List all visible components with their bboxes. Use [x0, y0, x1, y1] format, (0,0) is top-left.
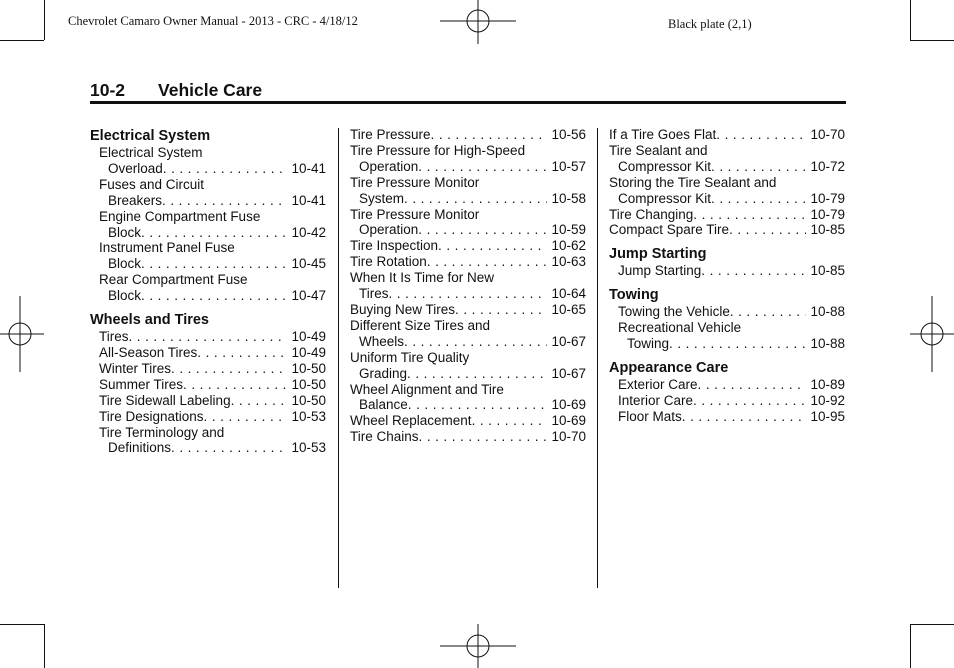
entry-title: Tire Rotation	[350, 254, 427, 270]
toc-entry[interactable]	[90, 361, 326, 377]
toc-entry[interactable]	[350, 350, 586, 382]
toc-entry[interactable]	[350, 238, 586, 254]
page-number: 10-49	[291, 329, 326, 345]
page-number: 10-41	[291, 192, 326, 208]
toc-entry[interactable]	[350, 302, 586, 318]
registration-mark-bottom	[440, 624, 516, 668]
entry-line	[350, 222, 586, 238]
page-number: 10-53	[291, 408, 326, 424]
entry-title: If a Tire Goes Flat	[609, 127, 717, 142]
entry-title: Tires	[99, 329, 129, 345]
entry-title-line: Uniform Tire Quality	[350, 349, 470, 365]
page-number: 10-50	[291, 392, 326, 408]
leader-dots	[682, 409, 807, 425]
entry-title-line: Tire Pressure Monitor	[350, 206, 480, 222]
entry-line	[90, 409, 326, 425]
toc-entry[interactable]	[350, 127, 586, 143]
entry-title: Tire Designations	[99, 408, 204, 424]
leader-dots	[701, 263, 806, 279]
entry-title: Compressor Kit	[618, 190, 712, 206]
leader-dots	[141, 225, 287, 241]
entry-line	[350, 159, 586, 175]
page-number: 10-63	[551, 254, 586, 270]
entry-title-line: Wheel Alignment and Tire	[350, 381, 504, 397]
leader-dots	[129, 329, 288, 345]
section-title: Vehicle Care	[158, 80, 263, 100]
entry-title-line: Tire Sealant and	[609, 142, 708, 158]
page-number: 10-59	[551, 222, 586, 238]
entry-line	[90, 225, 326, 241]
page-number: 10-49	[291, 344, 326, 360]
leader-dots	[729, 222, 806, 238]
entry-title: Towing	[627, 336, 670, 352]
entry-title: Block	[108, 224, 142, 240]
page-number: 10-70	[551, 429, 586, 445]
entry-title: Tire Changing	[609, 206, 694, 222]
toc-entry[interactable]	[609, 393, 845, 409]
page-number: 10-85	[810, 222, 845, 238]
category-heading: Jump Starting	[609, 246, 707, 263]
entry-title: Breakers	[108, 192, 163, 208]
leader-dots	[711, 159, 806, 175]
toc-entry[interactable]	[90, 377, 326, 393]
toc-entry[interactable]	[609, 222, 845, 238]
leader-dots	[141, 288, 287, 304]
page-number: 10-79	[810, 206, 845, 222]
entry-title: Tire Chains	[350, 429, 419, 445]
page-number: 10-67	[551, 333, 586, 349]
entry-title: Operation	[359, 158, 419, 174]
leader-dots	[183, 377, 287, 393]
entry-title: Exterior Care	[618, 376, 698, 392]
page-number: 10-53	[291, 440, 326, 456]
entry-line	[609, 409, 845, 425]
leader-dots	[472, 413, 548, 429]
leader-dots	[693, 207, 806, 223]
leader-dots	[669, 336, 806, 352]
page-number: 10-56	[551, 127, 586, 142]
page-number: 10-92	[810, 392, 845, 408]
leader-dots	[698, 377, 807, 393]
entry-title: Compressor Kit	[618, 158, 712, 174]
category-heading: Towing	[609, 287, 659, 304]
leader-dots	[711, 191, 806, 207]
entry-title-line: When It Is Time for New	[350, 270, 495, 286]
toc-entry[interactable]	[350, 175, 586, 207]
page-number: 10-70	[810, 127, 845, 142]
leader-dots	[141, 256, 287, 272]
leader-dots	[407, 366, 547, 382]
leader-dots	[171, 440, 287, 456]
page-number: 10-64	[551, 286, 586, 302]
entry-line	[350, 334, 586, 350]
toc-entry[interactable]	[609, 320, 845, 352]
toc-entry[interactable]	[350, 382, 586, 414]
title-rule	[90, 101, 846, 104]
section-number: 10-2	[90, 80, 126, 100]
leader-dots	[427, 254, 548, 270]
toc-entry[interactable]	[350, 270, 586, 302]
page-title	[90, 80, 262, 101]
entry-line	[609, 222, 845, 238]
column-divider	[338, 128, 339, 588]
page-number: 10-67	[551, 365, 586, 381]
entry-line	[350, 254, 586, 270]
toc-entry[interactable]	[609, 377, 845, 393]
entry-line	[609, 304, 845, 320]
page-number: 10-62	[551, 238, 586, 254]
entry-title-line: Recreational Vehicle	[618, 320, 742, 336]
entry-title-line: Tire Pressure Monitor	[350, 174, 480, 190]
leader-dots	[455, 302, 547, 318]
entry-line	[90, 161, 326, 177]
entry-line	[609, 191, 845, 207]
entry-line	[90, 393, 326, 409]
toc-entry[interactable]	[90, 393, 326, 409]
leader-dots	[716, 127, 806, 143]
entry-title: Overload	[108, 160, 163, 176]
entry-title-line: Engine Compartment Fuse	[99, 208, 261, 224]
registration-mark-left	[0, 296, 44, 372]
toc-entry[interactable]	[90, 272, 326, 304]
entry-line	[350, 127, 586, 143]
toc-entry[interactable]	[90, 240, 326, 272]
entry-title: Jump Starting	[618, 263, 702, 279]
page-number: 10-89	[810, 376, 845, 392]
registration-mark-right	[910, 296, 954, 372]
toc-entry[interactable]	[350, 254, 586, 270]
entry-line	[609, 159, 845, 175]
toc-entry[interactable]	[350, 413, 586, 429]
entry-title-line: Electrical System	[99, 145, 203, 160]
entry-line	[350, 191, 586, 207]
page-number: 10-85	[810, 263, 845, 279]
page-number: 10-79	[810, 190, 845, 206]
entry-title: Towing the Vehicle	[618, 304, 730, 320]
entry-title: Wheel Replacement	[350, 413, 472, 429]
entry-line	[609, 393, 845, 409]
toc-entry[interactable]	[609, 263, 845, 279]
toc-entry[interactable]	[350, 429, 586, 445]
entry-title: Balance	[359, 397, 408, 413]
page-number: 10-65	[551, 301, 586, 317]
page-number: 10-42	[291, 224, 326, 240]
entry-title: Tire Sidewall Labeling	[99, 392, 231, 408]
entry-line	[90, 377, 326, 393]
leader-dots	[693, 393, 806, 409]
leader-dots	[408, 397, 548, 413]
page-number: 10-45	[291, 256, 326, 272]
leader-dots	[204, 409, 288, 425]
print-header-info: Chevrolet Camaro Owner Manual - 2013 - CRC - 4/18/12	[68, 14, 358, 28]
toc-entry[interactable]	[90, 145, 326, 177]
category-heading: Appearance Care	[609, 359, 729, 376]
entry-title: Tire Inspection	[350, 238, 439, 254]
entry-title-line: Fuses and Circuit	[99, 176, 205, 192]
entry-title: Block	[108, 288, 142, 304]
leader-dots	[418, 159, 547, 175]
entry-title: Summer Tires	[99, 376, 184, 392]
entry-title: Grading	[359, 365, 408, 381]
category-heading: Wheels and Tires	[90, 312, 209, 329]
entry-line	[350, 238, 586, 254]
entry-title: Definitions	[108, 440, 172, 456]
entry-title: Floor Mats	[618, 408, 682, 424]
leader-dots	[231, 393, 288, 409]
entry-line	[90, 440, 326, 456]
plate-label: Black plate (2,1)	[668, 17, 752, 31]
page-number: 10-57	[551, 158, 586, 174]
entry-line	[90, 361, 326, 377]
entry-line	[90, 288, 326, 304]
entry-line	[350, 413, 586, 429]
leader-dots	[431, 127, 548, 143]
entry-title: Block	[108, 256, 142, 272]
page-number: 10-41	[291, 160, 326, 176]
entry-title: Winter Tires	[99, 360, 172, 376]
page-number: 10-88	[810, 336, 845, 352]
leader-dots	[418, 222, 547, 238]
toc-entry[interactable]	[90, 209, 326, 241]
entry-title-line: Rear Compartment Fuse	[99, 272, 248, 288]
entry-title: Compact Spare Tire	[609, 222, 730, 238]
entry-title-line: Tire Pressure for High-Speed	[350, 142, 526, 158]
entry-line	[609, 263, 845, 279]
leader-dots	[419, 429, 548, 445]
leader-dots	[389, 286, 548, 302]
toc-entry[interactable]	[350, 207, 586, 239]
entry-line	[350, 429, 586, 445]
entry-title-line: Storing the Tire Sealant and	[609, 174, 777, 190]
entry-title-line: Tire Terminology and	[99, 424, 225, 440]
toc-entry[interactable]	[609, 207, 845, 223]
category-heading: Electrical System	[90, 128, 211, 144]
toc-entry[interactable]	[609, 304, 845, 320]
entry-line	[609, 207, 845, 223]
toc-entry[interactable]	[609, 175, 845, 207]
toc-column-3	[609, 127, 845, 425]
entry-title: Buying New Tires	[350, 301, 456, 317]
entry-title: Tires	[359, 286, 389, 302]
toc-entry[interactable]	[609, 409, 845, 425]
toc-column-2	[350, 127, 586, 445]
entry-line	[350, 397, 586, 413]
entry-line	[350, 286, 586, 302]
entry-line	[90, 345, 326, 361]
entry-line	[609, 127, 845, 143]
entry-line	[609, 377, 845, 393]
entry-title-line: Instrument Panel Fuse	[99, 240, 235, 256]
entry-title: Operation	[359, 222, 419, 238]
toc-entry[interactable]	[350, 318, 586, 350]
entry-title: Wheels	[359, 333, 405, 349]
toc-entry[interactable]	[90, 345, 326, 361]
toc-entry[interactable]	[609, 143, 845, 175]
page-number: 10-72	[810, 158, 845, 174]
leader-dots	[171, 361, 287, 377]
page-number: 10-69	[551, 397, 586, 413]
toc-entry[interactable]	[350, 143, 586, 175]
entry-title: System	[359, 190, 405, 206]
toc-entry[interactable]	[90, 409, 326, 425]
entry-line	[350, 302, 586, 318]
entry-line	[609, 336, 845, 352]
leader-dots	[197, 345, 287, 361]
column-divider	[597, 128, 598, 588]
leader-dots	[162, 193, 287, 209]
toc-entry[interactable]	[609, 127, 845, 143]
entry-title: All-Season Tires	[99, 344, 198, 360]
entry-line	[90, 193, 326, 209]
toc-column-1	[90, 127, 326, 456]
leader-dots	[404, 191, 547, 207]
toc-entry[interactable]	[90, 177, 326, 209]
registration-mark-top	[440, 0, 516, 44]
page-number: 10-50	[291, 360, 326, 376]
toc-entry[interactable]	[90, 425, 326, 457]
entry-line	[350, 366, 586, 382]
page-number: 10-58	[551, 190, 586, 206]
entry-title-line: Different Size Tires and	[350, 317, 491, 333]
page-number: 10-88	[810, 304, 845, 320]
leader-dots	[438, 238, 547, 254]
entry-line	[90, 329, 326, 345]
entry-title: Tire Pressure	[350, 127, 431, 142]
page-number: 10-50	[291, 376, 326, 392]
page-number: 10-47	[291, 288, 326, 304]
page-number: 10-95	[810, 408, 845, 424]
toc-entry[interactable]	[90, 329, 326, 345]
leader-dots	[404, 334, 547, 350]
leader-dots	[730, 304, 807, 320]
entry-title: Interior Care	[618, 392, 694, 408]
leader-dots	[163, 161, 288, 177]
entry-line	[90, 256, 326, 272]
page-number: 10-69	[551, 413, 586, 429]
